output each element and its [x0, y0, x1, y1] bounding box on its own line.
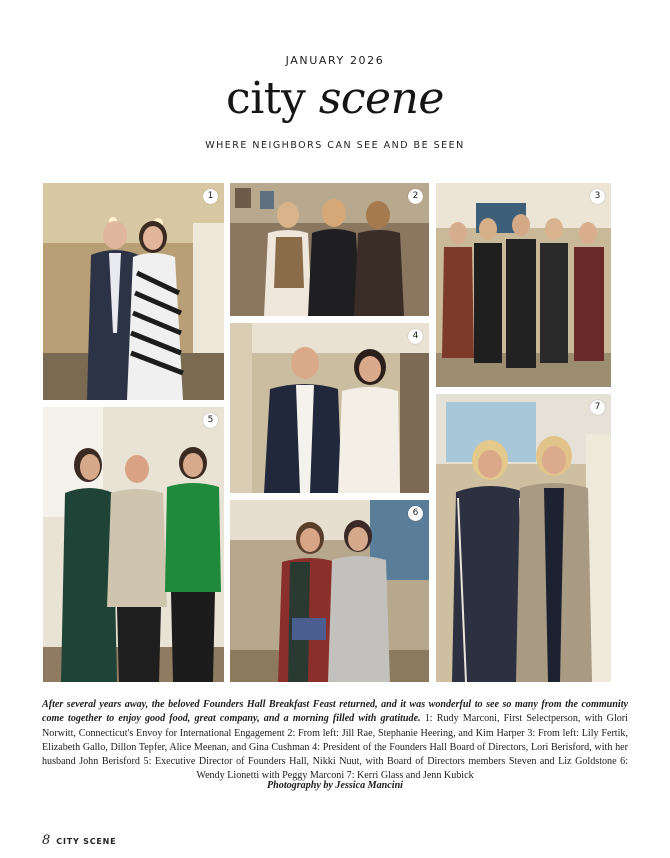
section-title — [0, 72, 670, 126]
photo-number-badge: 7 — [590, 400, 605, 415]
photo-7 — [436, 394, 611, 682]
caption-lead: After several years away, the beloved Founders Hall Breakfast Feast returned, and it was wonderful to see so many from the community come together to enjoy good food, great company, and a morning filled with gratitude. — [42, 699, 628, 725]
photo-number-badge: 5 — [203, 413, 218, 428]
caption-body: 1: Rudy Marconi, First Selectperson, with Glori Norwitt, Connecticut's Envoy for International Engagement 2: From left: Jill Rae, Stephanie Heering, and Kim Harper 3: From left: Lily Fertik, Elizabeth Gallo, Dillon Tepfer, Alice Meenan, and Gina Cushman 4: President of the Founders Hall Board of Directors, Lori Berisford, with her husband John Berisford 5: Executive Director of Founders Hall, Nikki Nuut, with Board of Directors members Steven and Liz Goldstone 6: Wendy Lionetti with Peggy Marconi 7: Kerri Glass and Jenn Kubick — [42, 713, 628, 782]
photo-2 — [230, 183, 429, 316]
photo-number-badge: 1 — [203, 189, 218, 204]
photo-6 — [230, 500, 429, 682]
photo-credit: Photography by Jessica Mancini — [267, 780, 403, 791]
photo-number-badge: 2 — [408, 189, 423, 204]
title-word-city: city — [226, 73, 306, 124]
issue-date: JANUARY 2026 — [285, 54, 385, 67]
photo-number-badge: 6 — [408, 506, 423, 521]
title-word-scene: scene — [318, 73, 444, 124]
page-number: 8 — [42, 833, 51, 848]
photo-5 — [43, 407, 224, 682]
photo-3 — [436, 183, 611, 387]
photo-4 — [230, 323, 429, 493]
publication-name: CITY SCENE — [56, 837, 117, 846]
photo-1 — [43, 183, 224, 400]
photo-caption — [42, 698, 628, 784]
page-footer — [42, 833, 116, 848]
section-tagline: WHERE NEIGHBORS CAN SEE AND BE SEEN — [205, 140, 465, 151]
photo-number-badge: 4 — [408, 329, 423, 344]
photo-number-badge: 3 — [590, 189, 605, 204]
